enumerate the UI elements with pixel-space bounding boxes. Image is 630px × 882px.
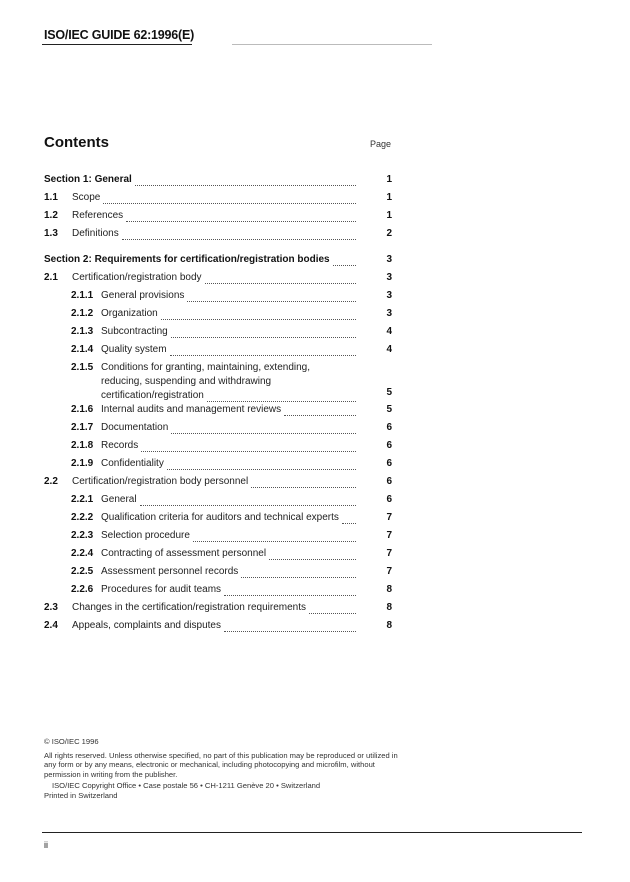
toc-entry-page: 6: [386, 476, 392, 487]
dot-leader: [161, 318, 356, 320]
toc-entry-number: 2.1.8: [71, 440, 94, 451]
dot-leader: [284, 414, 356, 416]
toc-entry[interactable]: [0, 565, 630, 583]
dot-leader: [167, 468, 356, 470]
dot-leader: [333, 264, 356, 266]
toc-entry-number: 2.1.7: [71, 422, 94, 433]
toc-entry-page: 3: [386, 254, 392, 265]
toc-entry-page: 7: [386, 548, 392, 559]
toc-entry-title: Selection procedure: [101, 530, 190, 541]
toc-entry-title: Documentation: [101, 422, 169, 433]
toc-entry-number: 2.1.5: [71, 362, 94, 373]
toc-entry-page: 1: [386, 210, 392, 221]
toc-entry-page: 4: [386, 326, 392, 337]
toc-entry[interactable]: [0, 583, 630, 601]
toc-entry-number: 2.1.2: [71, 308, 94, 319]
toc-entry-title: Procedures for audit teams: [101, 584, 222, 595]
dot-leader: [170, 354, 356, 356]
dot-leader: [135, 184, 356, 186]
copyright-office: ISO/IEC Copyright Office • Case postale 56 • CH-1211 Genève 20 • Switzerland: [52, 781, 321, 791]
dot-leader: [126, 220, 356, 222]
toc-entry-title: Scope: [72, 192, 101, 203]
toc-entry[interactable]: [0, 227, 630, 245]
header-rule-light: [232, 44, 432, 45]
toc-entry[interactable]: [0, 403, 630, 421]
toc-entry[interactable]: [0, 439, 630, 457]
toc-entry[interactable]: [0, 511, 630, 529]
toc-entry-page: 6: [386, 458, 392, 469]
toc-entry-number: 1.1: [44, 192, 58, 203]
toc-entry-title: Conditions for granting, maintaining, extending, reducing, suspending and withdrawing certification/registration: [101, 362, 311, 401]
toc-entry-page: 7: [386, 512, 392, 523]
toc-entry-title: Subcontracting: [101, 326, 168, 337]
toc-entry[interactable]: [0, 457, 630, 475]
toc-entry-number: 2.1.4: [71, 344, 94, 355]
dot-leader: [140, 504, 356, 506]
printed-in: Printed in Switzerland: [44, 790, 118, 800]
toc-entry[interactable]: [0, 325, 630, 343]
toc-entry-number: 1.3: [44, 228, 58, 239]
toc-entry-title: Confidentiality: [101, 458, 164, 469]
toc-entry-title: General: [101, 494, 137, 505]
toc-entry-number: 2.2.1: [71, 494, 94, 505]
toc-entry-page: 8: [386, 584, 392, 595]
toc-entry[interactable]: [0, 475, 630, 493]
toc-entry-number: 2.2: [44, 476, 58, 487]
toc-entry-page: 7: [386, 530, 392, 541]
page-number: ii: [44, 840, 48, 850]
toc-entry-title: Certification/registration body personnel: [72, 476, 249, 487]
toc-entry[interactable]: [0, 209, 630, 227]
toc-entry-page: 6: [386, 494, 392, 505]
toc-entry-page: 2: [386, 228, 392, 239]
toc-entry-title: Changes in the certification/registration requirements: [72, 602, 307, 613]
toc-entry[interactable]: [0, 307, 630, 325]
dot-leader: [241, 576, 356, 578]
toc-entry-number: 2.1: [44, 272, 58, 283]
dot-leader: [205, 282, 356, 284]
toc-entry-title: Organization: [101, 308, 158, 319]
toc-entry-title: Quality system: [101, 344, 167, 355]
toc-entry-page: 7: [386, 566, 392, 577]
copyright-line: © ISO/IEC 1996: [44, 737, 99, 746]
dot-leader: [103, 202, 356, 204]
contents-title: Contents: [44, 134, 109, 151]
toc-entry-page: 8: [386, 620, 392, 631]
dot-leader: [309, 612, 356, 614]
toc-entry-title: Internal audits and management reviews: [101, 404, 282, 415]
document-id-header: ISO/IEC GUIDE 62:1996(E): [44, 28, 195, 42]
dot-leader: [224, 594, 356, 596]
toc-entry[interactable]: [0, 361, 630, 403]
toc-entry-page: 3: [386, 308, 392, 319]
toc-entry-number: 2.2.6: [71, 584, 94, 595]
copyright-notice: [44, 737, 404, 801]
toc-entry[interactable]: [0, 529, 630, 547]
toc-entry-number: 2.1.1: [71, 290, 94, 301]
toc-entry-number: 1.2: [44, 210, 58, 221]
toc-entry-number: 2.2.3: [71, 530, 94, 541]
toc-entry-number: 2.3: [44, 602, 58, 613]
toc-entry[interactable]: [0, 191, 630, 209]
toc-entry[interactable]: [0, 547, 630, 565]
toc-entry-title: Appeals, complaints and disputes: [72, 620, 221, 631]
toc-entry-title: Section 2: Requirements for certification/registration bodies: [44, 254, 330, 265]
toc-entry-number: 2.2.2: [71, 512, 94, 523]
toc-entry[interactable]: [0, 343, 630, 361]
toc-entry-page: 4: [386, 344, 392, 355]
toc-entry-page: 8: [386, 602, 392, 613]
toc-entry-title: Certification/registration body: [72, 272, 202, 283]
dot-leader: [171, 336, 356, 338]
toc-entry-title: Records: [101, 440, 139, 451]
toc-entry[interactable]: [0, 493, 630, 511]
toc-entry-number: 2.1.6: [71, 404, 94, 415]
dot-leader: [342, 522, 356, 524]
table-of-contents: [0, 173, 630, 637]
toc-entry-page: 3: [386, 272, 392, 283]
toc-entry-title: Assessment personnel records: [101, 566, 239, 577]
dot-leader: [269, 558, 356, 560]
toc-entry-number: 2.1.9: [71, 458, 94, 469]
toc-entry-title: Qualification criteria for auditors and technical experts: [101, 512, 339, 523]
toc-entry[interactable]: [0, 173, 630, 191]
toc-entry-number: 2.2.4: [71, 548, 94, 559]
toc-entry-page: 6: [386, 440, 392, 451]
dot-leader: [141, 450, 356, 452]
toc-entry-page: 5: [386, 387, 392, 398]
toc-entry-title: Definitions: [72, 228, 119, 239]
toc-entry-number: 2.4: [44, 620, 58, 631]
dot-leader: [251, 486, 356, 488]
dot-leader: [187, 300, 356, 302]
toc-entry[interactable]: [0, 421, 630, 439]
toc-entry-title: References: [72, 210, 124, 221]
toc-entry-page: 1: [386, 192, 392, 203]
toc-entry-page: 6: [386, 422, 392, 433]
toc-entry-number: 2.2.5: [71, 566, 94, 577]
dot-leader: [122, 238, 356, 240]
toc-entry[interactable]: [0, 619, 630, 637]
toc-entry-title: Section 1: General: [44, 174, 132, 185]
header-rule: [42, 44, 192, 45]
toc-entry-page: 1: [386, 174, 392, 185]
toc-entry-number: 2.1.3: [71, 326, 94, 337]
toc-entry-title: Contracting of assessment personnel: [101, 548, 267, 559]
dot-leader: [193, 540, 356, 542]
toc-entry[interactable]: [0, 289, 630, 307]
toc-entry[interactable]: [0, 253, 630, 271]
dot-leader: [224, 630, 356, 632]
page-column-label: Page: [370, 139, 392, 149]
dot-leader: [207, 400, 356, 402]
dot-leader: [171, 432, 356, 434]
toc-entry[interactable]: [0, 271, 630, 289]
toc-entry-page: 3: [386, 290, 392, 301]
toc-entry[interactable]: [0, 601, 630, 619]
toc-entry-title: General provisions: [101, 290, 185, 301]
toc-entry-page: 5: [386, 404, 392, 415]
rights-statement: All rights reserved. Unless otherwise specified, no part of this publication may be reproduced or utilized in any form or by any means, electronic or mechanical, including photocopying and microfilm, without permission in writing from the publisher.: [44, 750, 398, 779]
footer-rule: [42, 832, 582, 833]
